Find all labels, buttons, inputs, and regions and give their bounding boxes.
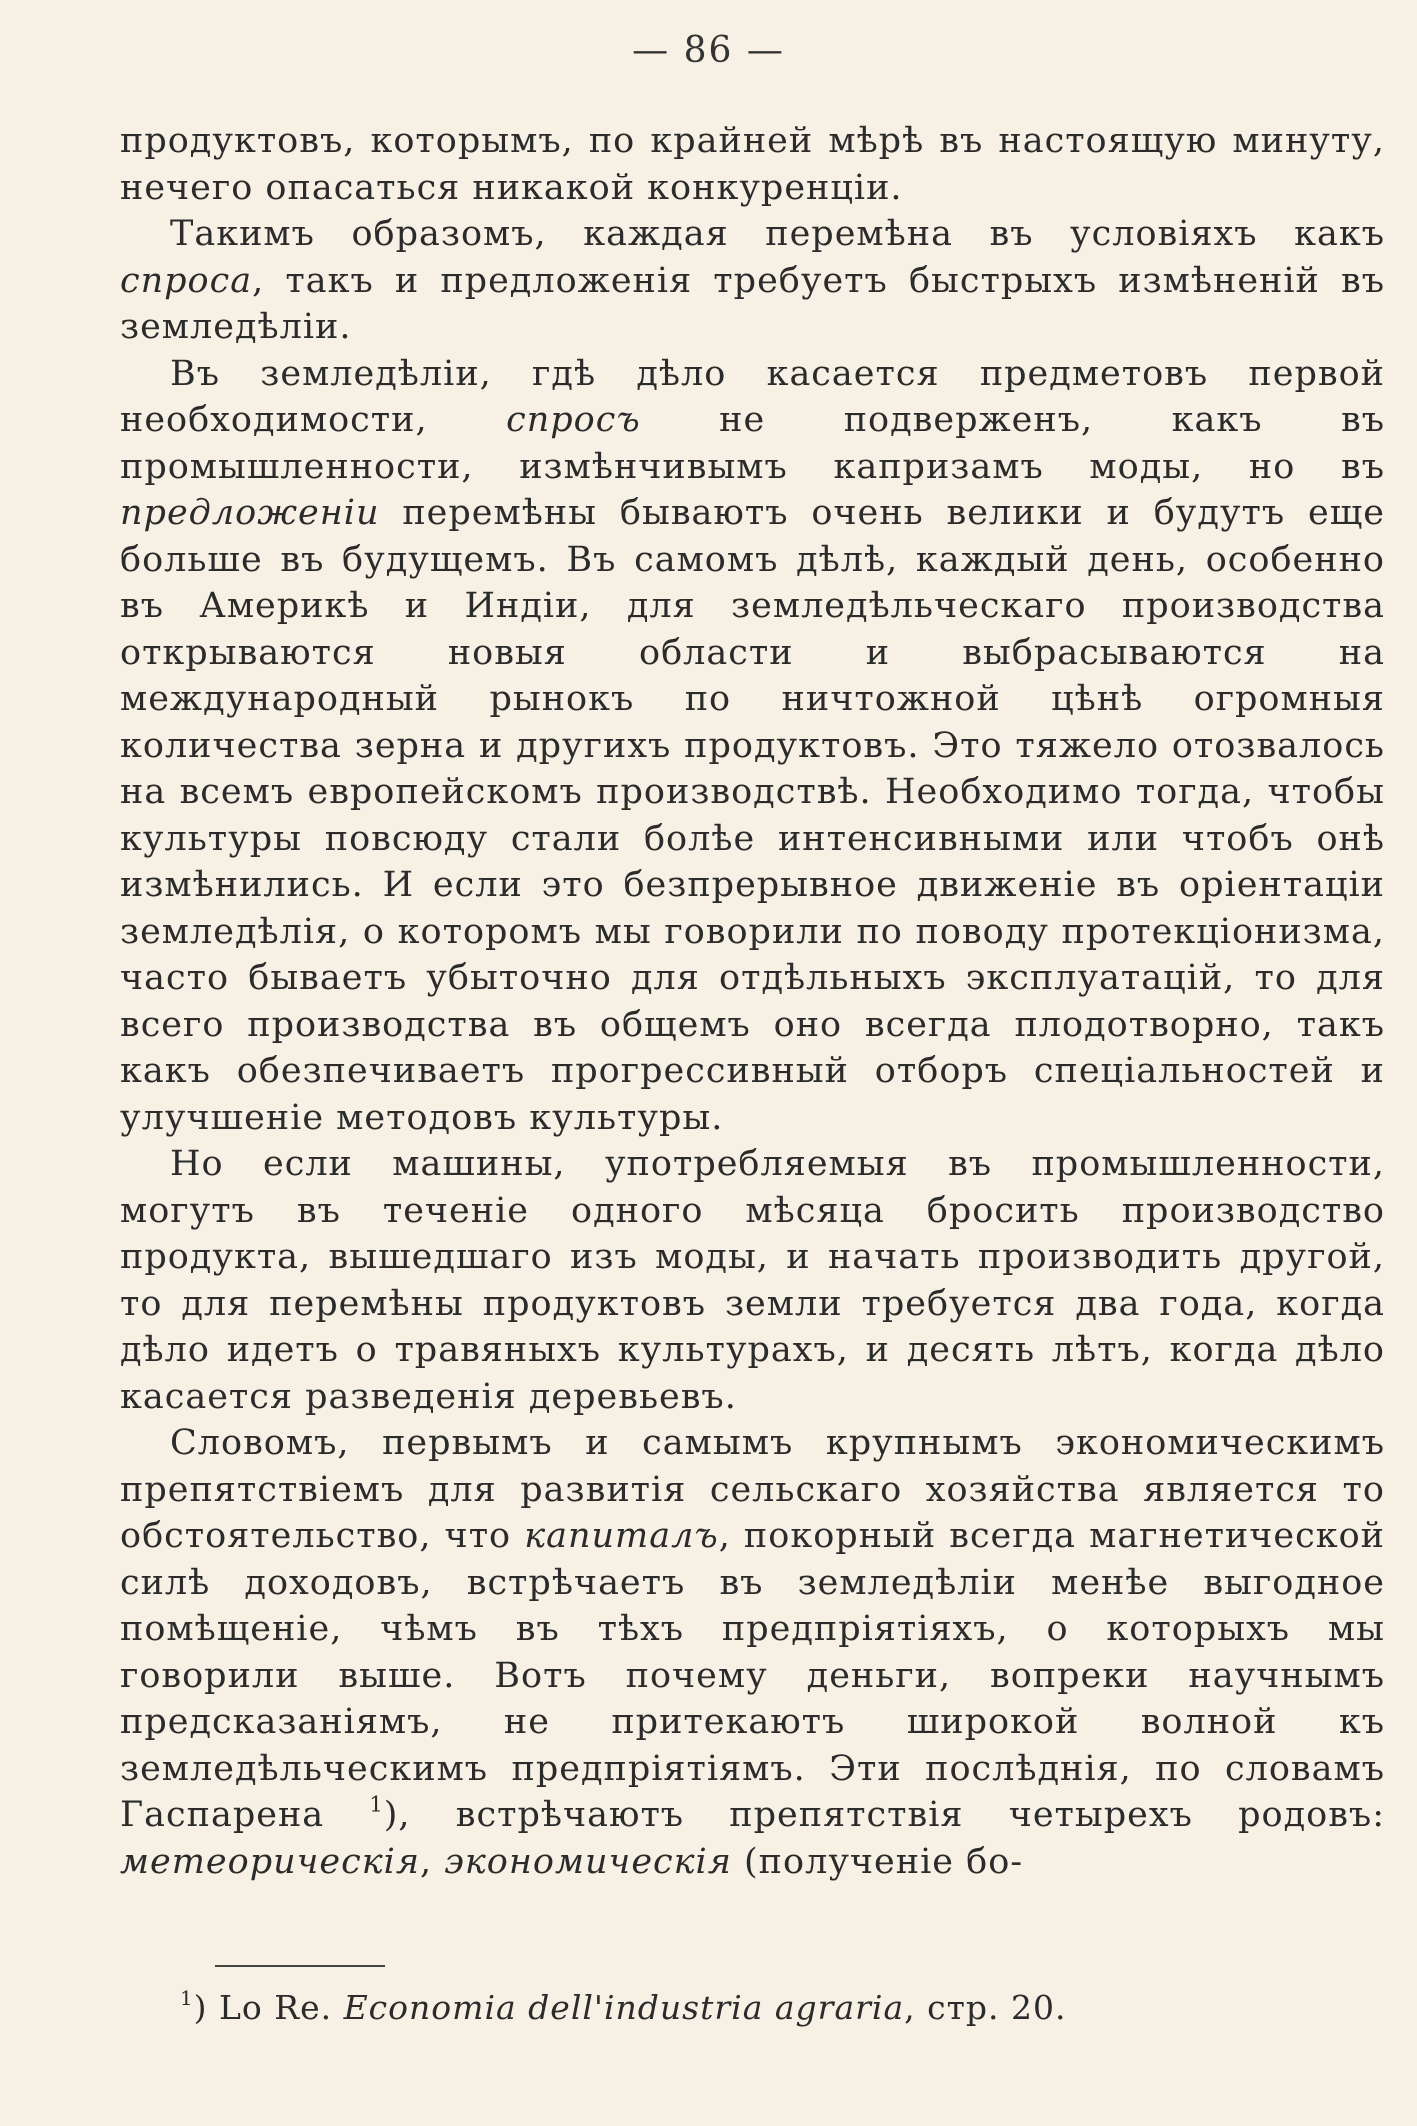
text-segment: не подверженъ, какъ въ промышленности, измѣнчивымъ капризамъ моды, но въ [120, 400, 1385, 487]
footnote-suffix: , стр. 20. [904, 1988, 1067, 2027]
text-segment: Но если машины, употребляемыя въ промышленности, могутъ въ теченіе одного мѣсяца бросить производство продукта, вышедшаго изъ моды, и начать производить другой, то для перемѣны продуктовъ земли требуется два года, когда дѣло идетъ о травяныхъ культурахъ, и десять лѣтъ, когда дѣло касается разведенія деревьевъ. [120, 1144, 1385, 1417]
emphasized-text: экономическія [444, 1841, 732, 1882]
emphasized-text: предложеніи [120, 493, 380, 533]
paragraph [120, 211, 1385, 351]
footnote-prefix: ) Lo Re. [193, 1988, 344, 2027]
emphasized-text: капиталъ [524, 1516, 719, 1556]
emphasized-text: спросъ [506, 400, 641, 440]
text-segment: (полученіе бо- [731, 1841, 1024, 1882]
paragraph [120, 1420, 1385, 1885]
text-segment: , [420, 1841, 445, 1882]
footnote-marker: 1 [180, 1987, 194, 2011]
text-segment: Такимъ образомъ, каждая перемѣна въ условіяхъ какъ [170, 214, 1385, 254]
footnote-reference: 1 [369, 1792, 384, 1817]
text-segment: продуктовъ, которымъ, по крайней мѣрѣ въ настоящую минуту, нечего опасаться никакой конкуренціи. [120, 121, 1385, 208]
paragraph [120, 118, 1385, 211]
text-segment: перемѣны бываютъ очень велики и будутъ еще больше въ будущемъ. Въ самомъ дѣлѣ, каждый день, особенно въ Америкѣ и Индіи, для земледѣльческаго производства открываются новыя области и выбрасываются на международный рынокъ по ничтожной цѣнѣ огромныя количества зерна и другихъ продуктовъ. Это тяжело отозвалось на всемъ европейскомъ производствѣ. Необходимо тогда, чтобы культуры повсюду стали болѣе интенсивными или чтобъ онѣ измѣнились. И если это безпрерывное движеніе въ оріентаціи земледѣлія, о которомъ мы говорили по поводу протекціонизма, часто бываетъ убыточно для отдѣльныхъ эксплуатацій, то для всего производства въ общемъ оно всегда плодотворно, такъ какъ обезпечиваетъ прогрессивный отборъ спеціальностей и улучшеніе методовъ культуры. [120, 493, 1385, 1138]
text-segment: ), встрѣчаютъ препятствія четырехъ родовъ: [383, 1795, 1385, 1835]
emphasized-text: метеорическія [120, 1841, 421, 1882]
emphasized-text: спроса [120, 260, 253, 301]
text-segment: Словомъ, первымъ и самымъ крупнымъ экономическимъ препятствіемъ для развитія сельскаго хозяйства является то обстоятельство, что [120, 1423, 1385, 1556]
paragraph [120, 351, 1385, 1142]
text-segment: , такъ и предложенія требуетъ быстрыхъ измѣненій въ земледѣліи. [120, 260, 1385, 347]
footnote-title: Economia dell'industria agraria [343, 1988, 905, 2027]
page-number: — 86 — [632, 30, 785, 71]
body-text [120, 118, 1385, 1885]
text-segment: , покорный всегда магнетической силѣ доходовъ, встрѣчаетъ въ земледѣліи менѣе выгодное помѣщеніе, чѣмъ въ тѣхъ предпріятіяхъ, о которыхъ мы говорили выше. Вотъ почему деньги, вопреки научнымъ предсказаніямъ, не притекаютъ широкой волной къ земледѣльческимъ предпріятіямъ. Эти послѣднія, по словамъ Гаспарена [120, 1516, 1385, 1835]
footnote-divider [215, 1965, 385, 1967]
text-segment: Въ земледѣліи, гдѣ дѣло касается предметовъ первой необходимости, [120, 353, 1385, 440]
footnote [180, 1988, 1066, 2027]
paragraph [120, 1141, 1385, 1420]
